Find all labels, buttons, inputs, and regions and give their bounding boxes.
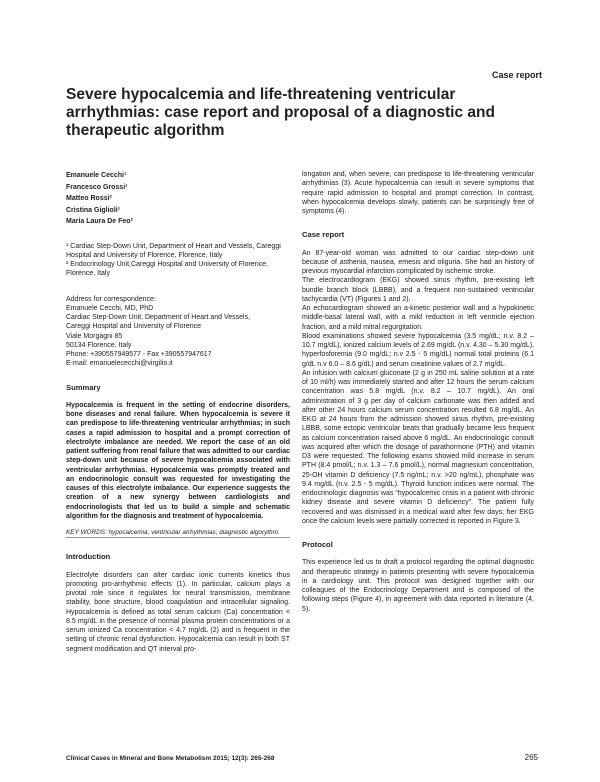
case-report-paragraph: The electrocardiogram (EKG) showed sinus rhythm, pre-existing left bundle branch block (LBBB), and a frequent non-sustained ventricular tachycardia (VT) (Figures 1 and 2).	[302, 277, 534, 303]
summary-section	[66, 383, 290, 539]
introduction-heading: Introduction	[66, 552, 111, 562]
article-title: Severe hypocalcemia and life-threatening ventricular arrhythmias: case report and proposal of a diagnostic and therapeutic algorithm	[66, 86, 495, 139]
case-report-paragraph: An infusion with calcium gluconate (2 g in 250 mL saline solution at a rate of 10 ml/h) was immediately started and after 12 hours the serum calcium concentration was 5.8 mg/dL (n.v. 8.2 – 10.7 mg/dL). An oral administration of 3 g per day of calcium carbonate was then added and after other 24 hours calcium serum concentration resulted 6.8 mg/dL. An EKG at 24 hours from the admission showed sinus rhythm, pre-existing LBBB, some ectopic ventricular beats that gradually became less frequent as calcium concentration raised above 6 mg/dL. An endocrinologic consult was acquired after which the dosage of parathormone (PTH) and vitamin D3 were requested. The following exams showed mild increase in serum PTH (8.4 pmol/L; n.v. 1.3 – 7.6 pmol/L), normal magnesium concentration, 25-OH vitamin D deficiency (7.5 ng/mL; n.v. >20 ng/mL), phosphate was 9.4 mg/dL (n.v. 2.5 - 5 mg/dL). Thyroid function indices were normal. The endocrinologic diagnosis was “hypocalcemic crisis in a patient with chronic kidney disease and severe vitamin D deficiency”. The patient fully recovered and was dismissed in a medical ward after few days; her EKG once the calcium levels were partially corrected is reported in Figure 3.	[302, 369, 534, 525]
case-report-paragraph: An echocardiogram showed an a-kinetic posterior wall and a hypokinetic middle-basal lateral wall, with a mild reduction in left ventricle ejection fraction, and a mild mitral regurgitation.	[302, 305, 534, 331]
affiliation: ² Endocrinology Unit,Careggi Hospital and University of Florence, Florence, Italy	[66, 261, 268, 278]
journal-citation: Clinical Cases in Mineral and Bone Metabolism 2015; 12(3): 265-268	[66, 755, 275, 762]
protocol-heading: Protocol	[302, 540, 333, 549]
correspondence-line: 50134 Florence, Italy	[66, 341, 132, 349]
introduction-section	[66, 552, 290, 654]
correspondence-line: Cardiac Step-Down Unit, Department of Heart and Vessels,	[66, 314, 251, 321]
summary-heading: Summary	[66, 382, 101, 392]
introduction-continued-text: longation and, when severe, can predispose to life-threatening ventricular arrhythmias (3). Acute hypocalcemia can result in severe symptoms that require rapid admission to hospital and prompt correction. In contrast, when hypocalcemia develops slowly, patients can be surprisingly free of symptoms (4).	[302, 171, 534, 215]
summary-text: Hypocalcemia is frequent in the setting of endocrine disorders, bone diseases and renal failure. When hypocalcemia is severe it can predispose to life-threatening ventricular arrhythmias; in such cases a rapid admission to hospital and a prompt correction of electrolyte imbalance are needed. We report the case of an old patient suffering from renal failure that was admitted to our cardiac step-down unit because of severe hypocalcemia associated with ventricular arrhythmias. Hypocalcemia was promptly treated and an endocrinologic consult was requested for investigating the causes of this electrolyte imbalance. Our experience suggests the creation of a new synergy between cardiologists and endocrinologists that led us to build a simple and schematic algorithm for the diagnosis and treatment of hypocalcemia.	[66, 401, 290, 520]
introduction-text: Electrolyte disorders can alter cardiac ionic currents kinetics thus promoting pro-arrhythmic effects (1). In particular, calcium plays a pivotal role since it regulates for neural transmission, membrane stability, bone structure, blood coagulation and intracellular signaling. Hypocalcemia is defined as total serum calcium (Ca) concentration < 8.5 mg/dL in the presence of normal plasma protein concentrations or a serum ionized Ca concentration < 4.7 mg/dL (2) and is frequent in the setting of chronic renal dysfunction. Hypocalcemia can result in both ST segment modification and QT interval pro-	[66, 571, 290, 653]
left-column	[66, 170, 290, 654]
divider	[66, 537, 290, 538]
author: Matteo Rossi²	[66, 195, 112, 202]
correspondence-line: Careggi Hospital and University of Florence	[66, 323, 202, 331]
author: Francesco Grossi¹	[66, 183, 128, 191]
article-type-label: Case report	[491, 70, 542, 80]
author-list	[66, 170, 290, 228]
author: Maria Laura De Feo²	[66, 218, 133, 225]
correspondence-line: Phone: +390557949577 - Fax +390557947617	[66, 351, 212, 358]
keywords: KEY WORDS: hypocalcemia; ventricular arrhythmias; diagnostic algorythm.	[66, 529, 280, 536]
page-number: 265	[524, 753, 538, 762]
correspondence-line: Viale Morgagni 85	[66, 332, 123, 340]
correspondence-line: Address for correspondence:	[66, 295, 156, 303]
correspondence-email: E-mail: emanuelececchi@virgilio.it	[66, 360, 173, 368]
author: Emanuele Cecchi¹	[66, 172, 127, 179]
affiliation: ¹ Cardiac Step-Down Unit, Department of Heart and Vessels, Careggi Hospital and University of Florence, Florence, Italy	[66, 242, 281, 259]
case-report-heading: Case report	[302, 230, 345, 240]
correspondence-block	[66, 295, 290, 369]
protocol-text: This experience led us to draft a protocol regarding the optimal diagnostic and therapeutic strategy in patients presenting with severe hypocalcemia in a cardiology unit. This protocol was designed together with our colleagues of the Endocrinology Department and is composed of the following steps (Figure 4), in agreement with data reported in literature (4, 5).	[302, 559, 534, 613]
case-report-paragraph: An 87-year-old woman was admitted to our cardiac step-down unit because of asthenia, nausea, emesis and oliguria. She had an history of previous myocardial infarction complicated by ischemic stroke.	[302, 249, 534, 275]
case-report-paragraph: Blood examinations showed severe hypocalcemia (3.5 mg/dL; n.v. 8.2 – 10.7 mg/dL), ionized calcium levels of 2.69 mg/dL (n.v. 4.30 – 5.30 mg/dL), hyperfosforemia (9.0 mg/dL; n.v 2.5 - 5 mg/dL) normal total proteins (6.1 g/dL n.v 6.0 – 8.6 g/dL) and serum creatinine values of 2.7 mg/dL.	[302, 332, 534, 368]
author: Cristina Giglioli¹	[66, 206, 121, 214]
right-column	[302, 170, 534, 614]
correspondence-line: Emanuele Cecchi, MD, PhD	[66, 304, 154, 312]
affiliations	[66, 242, 290, 279]
